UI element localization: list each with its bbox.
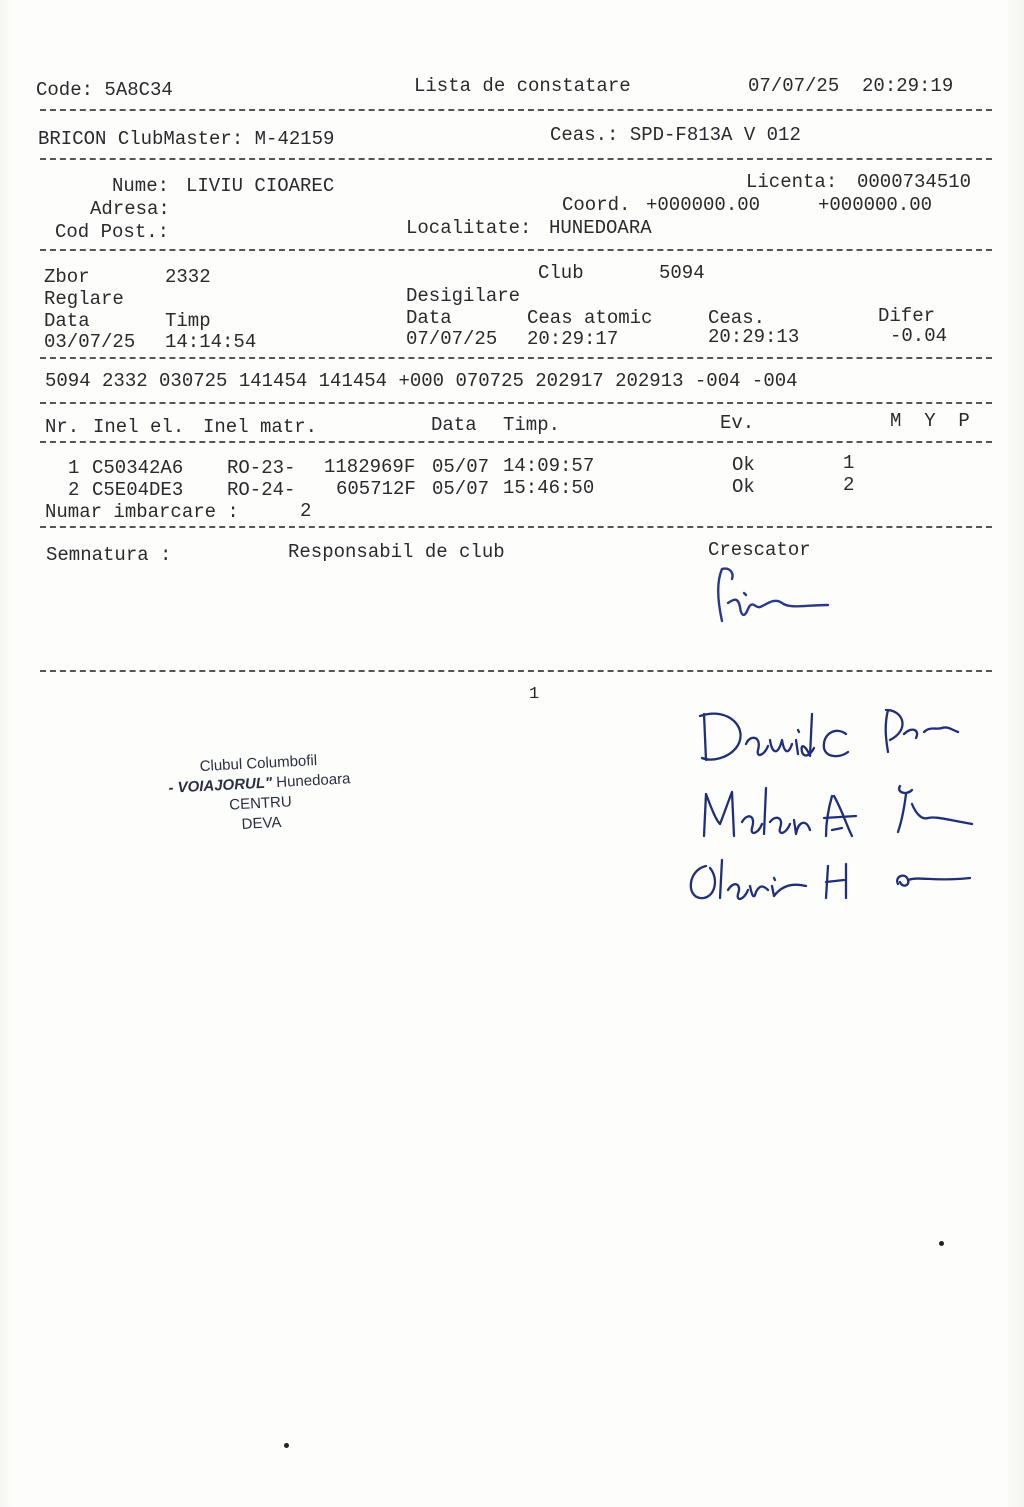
unseal-label: Desigilare <box>406 285 521 307</box>
atomic-clock-label: Ceas atomic <box>527 307 653 329</box>
boarding-label: Numar imbarcare : <box>45 501 239 523</box>
handwritten-name-olari <box>684 852 984 912</box>
row-m: 2 <box>843 474 855 496</box>
row-ring-number: 605712F <box>336 478 416 500</box>
flight-number: 2332 <box>165 266 211 288</box>
unseal-date: 07/07/25 <box>406 328 498 350</box>
clubmaster-id: BRICON ClubMaster: M-42159 <box>38 128 335 150</box>
col-nr: Nr. <box>45 416 80 438</box>
stamp-club-name: - VOIAJORUL" <box>168 774 273 797</box>
col-ring-el: Inel el. <box>93 416 185 438</box>
handwritten-name-david <box>690 700 970 770</box>
coord-label: Coord. <box>562 194 631 216</box>
club-stamp <box>148 748 372 839</box>
set-date: 03/07/25 <box>44 331 136 353</box>
row-ev: Ok <box>732 454 755 476</box>
paper-speck <box>284 1443 289 1448</box>
row-time: 15:46:50 <box>503 477 595 499</box>
flight-label: Zbor <box>44 266 90 288</box>
row-date: 05/07 <box>432 456 490 478</box>
handwritten-name-malan <box>692 780 982 852</box>
difference-label: Difer <box>878 305 936 327</box>
stamp-city: Hunedoara <box>271 770 351 792</box>
locality: HUNEDOARA <box>549 217 652 239</box>
unseal-date-label: Data <box>406 307 452 329</box>
divider <box>40 670 992 672</box>
coord-y: +000000.00 <box>818 194 933 216</box>
divider <box>40 158 992 160</box>
coord-x: +000000.00 <box>646 194 761 216</box>
page-number: 1 <box>529 685 540 704</box>
club-responsible-label: Responsabil de club <box>288 541 505 563</box>
atomic-time: 20:29:17 <box>527 328 619 350</box>
row-ring-el: C5E04DE3 <box>92 479 184 501</box>
time-difference: -0.04 <box>890 325 948 347</box>
col-myp: M Y P <box>890 410 970 432</box>
code-label: Code: 5A8C34 <box>36 79 173 101</box>
document-title: Lista de constatare <box>414 75 631 97</box>
set-time-label: Timp <box>165 310 211 332</box>
owner-name: LIVIU CIOAREC <box>186 175 335 197</box>
club-label: Club <box>538 262 584 284</box>
row-ring-prefix: RO-23- <box>227 457 296 479</box>
row-time: 14:09:57 <box>503 455 595 477</box>
row-ring-el: C50342A6 <box>92 457 184 479</box>
clock-time: 20:29:13 <box>708 326 800 348</box>
postcode-label: Cod Post.: <box>55 221 170 243</box>
col-ev: Ev. <box>720 412 755 434</box>
row-nr: 1 <box>68 457 80 479</box>
col-date: Data <box>431 414 477 436</box>
stamp-line: Clubul Columbofil <box>199 751 318 776</box>
set-time: 14:14:54 <box>165 331 257 353</box>
col-ring-matr: Inel matr. <box>203 416 318 438</box>
setting-label: Reglare <box>44 288 124 310</box>
license-label: Licenta: <box>746 171 838 193</box>
signature-label: Semnatura : <box>46 544 172 566</box>
paper-speck <box>939 1241 944 1246</box>
club-number: 5094 <box>659 262 705 284</box>
clock-label: Ceas. <box>708 307 766 329</box>
address-label: Adresa: <box>90 198 170 220</box>
breeder-signature <box>708 563 838 629</box>
license-number: 0000734510 <box>857 171 972 193</box>
row-nr: 2 <box>68 479 80 501</box>
stamp-line: CENTRU <box>228 793 293 814</box>
clock-id: Ceas.: SPD-F813A V 012 <box>550 124 801 146</box>
row-ev: Ok <box>732 476 755 498</box>
breeder-label: Crescator <box>708 539 811 561</box>
stamp-line: DEVA <box>241 813 282 833</box>
divider <box>40 249 992 251</box>
row-m: 1 <box>843 452 855 474</box>
print-datetime: 07/07/25 20:29:19 <box>748 75 954 97</box>
code-line: 5094 2332 030725 141454 141454 +000 070725 202917 202913 -004 -004 <box>45 370 798 392</box>
divider <box>40 441 992 443</box>
set-date-label: Data <box>44 310 90 332</box>
divider <box>40 109 992 111</box>
divider <box>40 526 992 528</box>
divider <box>40 357 992 359</box>
locality-label: Localitate: <box>406 217 532 239</box>
name-label: Nume: <box>112 175 170 197</box>
divider <box>40 402 992 404</box>
row-date: 05/07 <box>432 478 490 500</box>
row-ring-prefix: RO-24- <box>227 479 296 501</box>
boarding-count: 2 <box>300 500 312 522</box>
col-time: Timp. <box>503 414 561 436</box>
row-ring-number: 1182969F <box>324 456 416 478</box>
